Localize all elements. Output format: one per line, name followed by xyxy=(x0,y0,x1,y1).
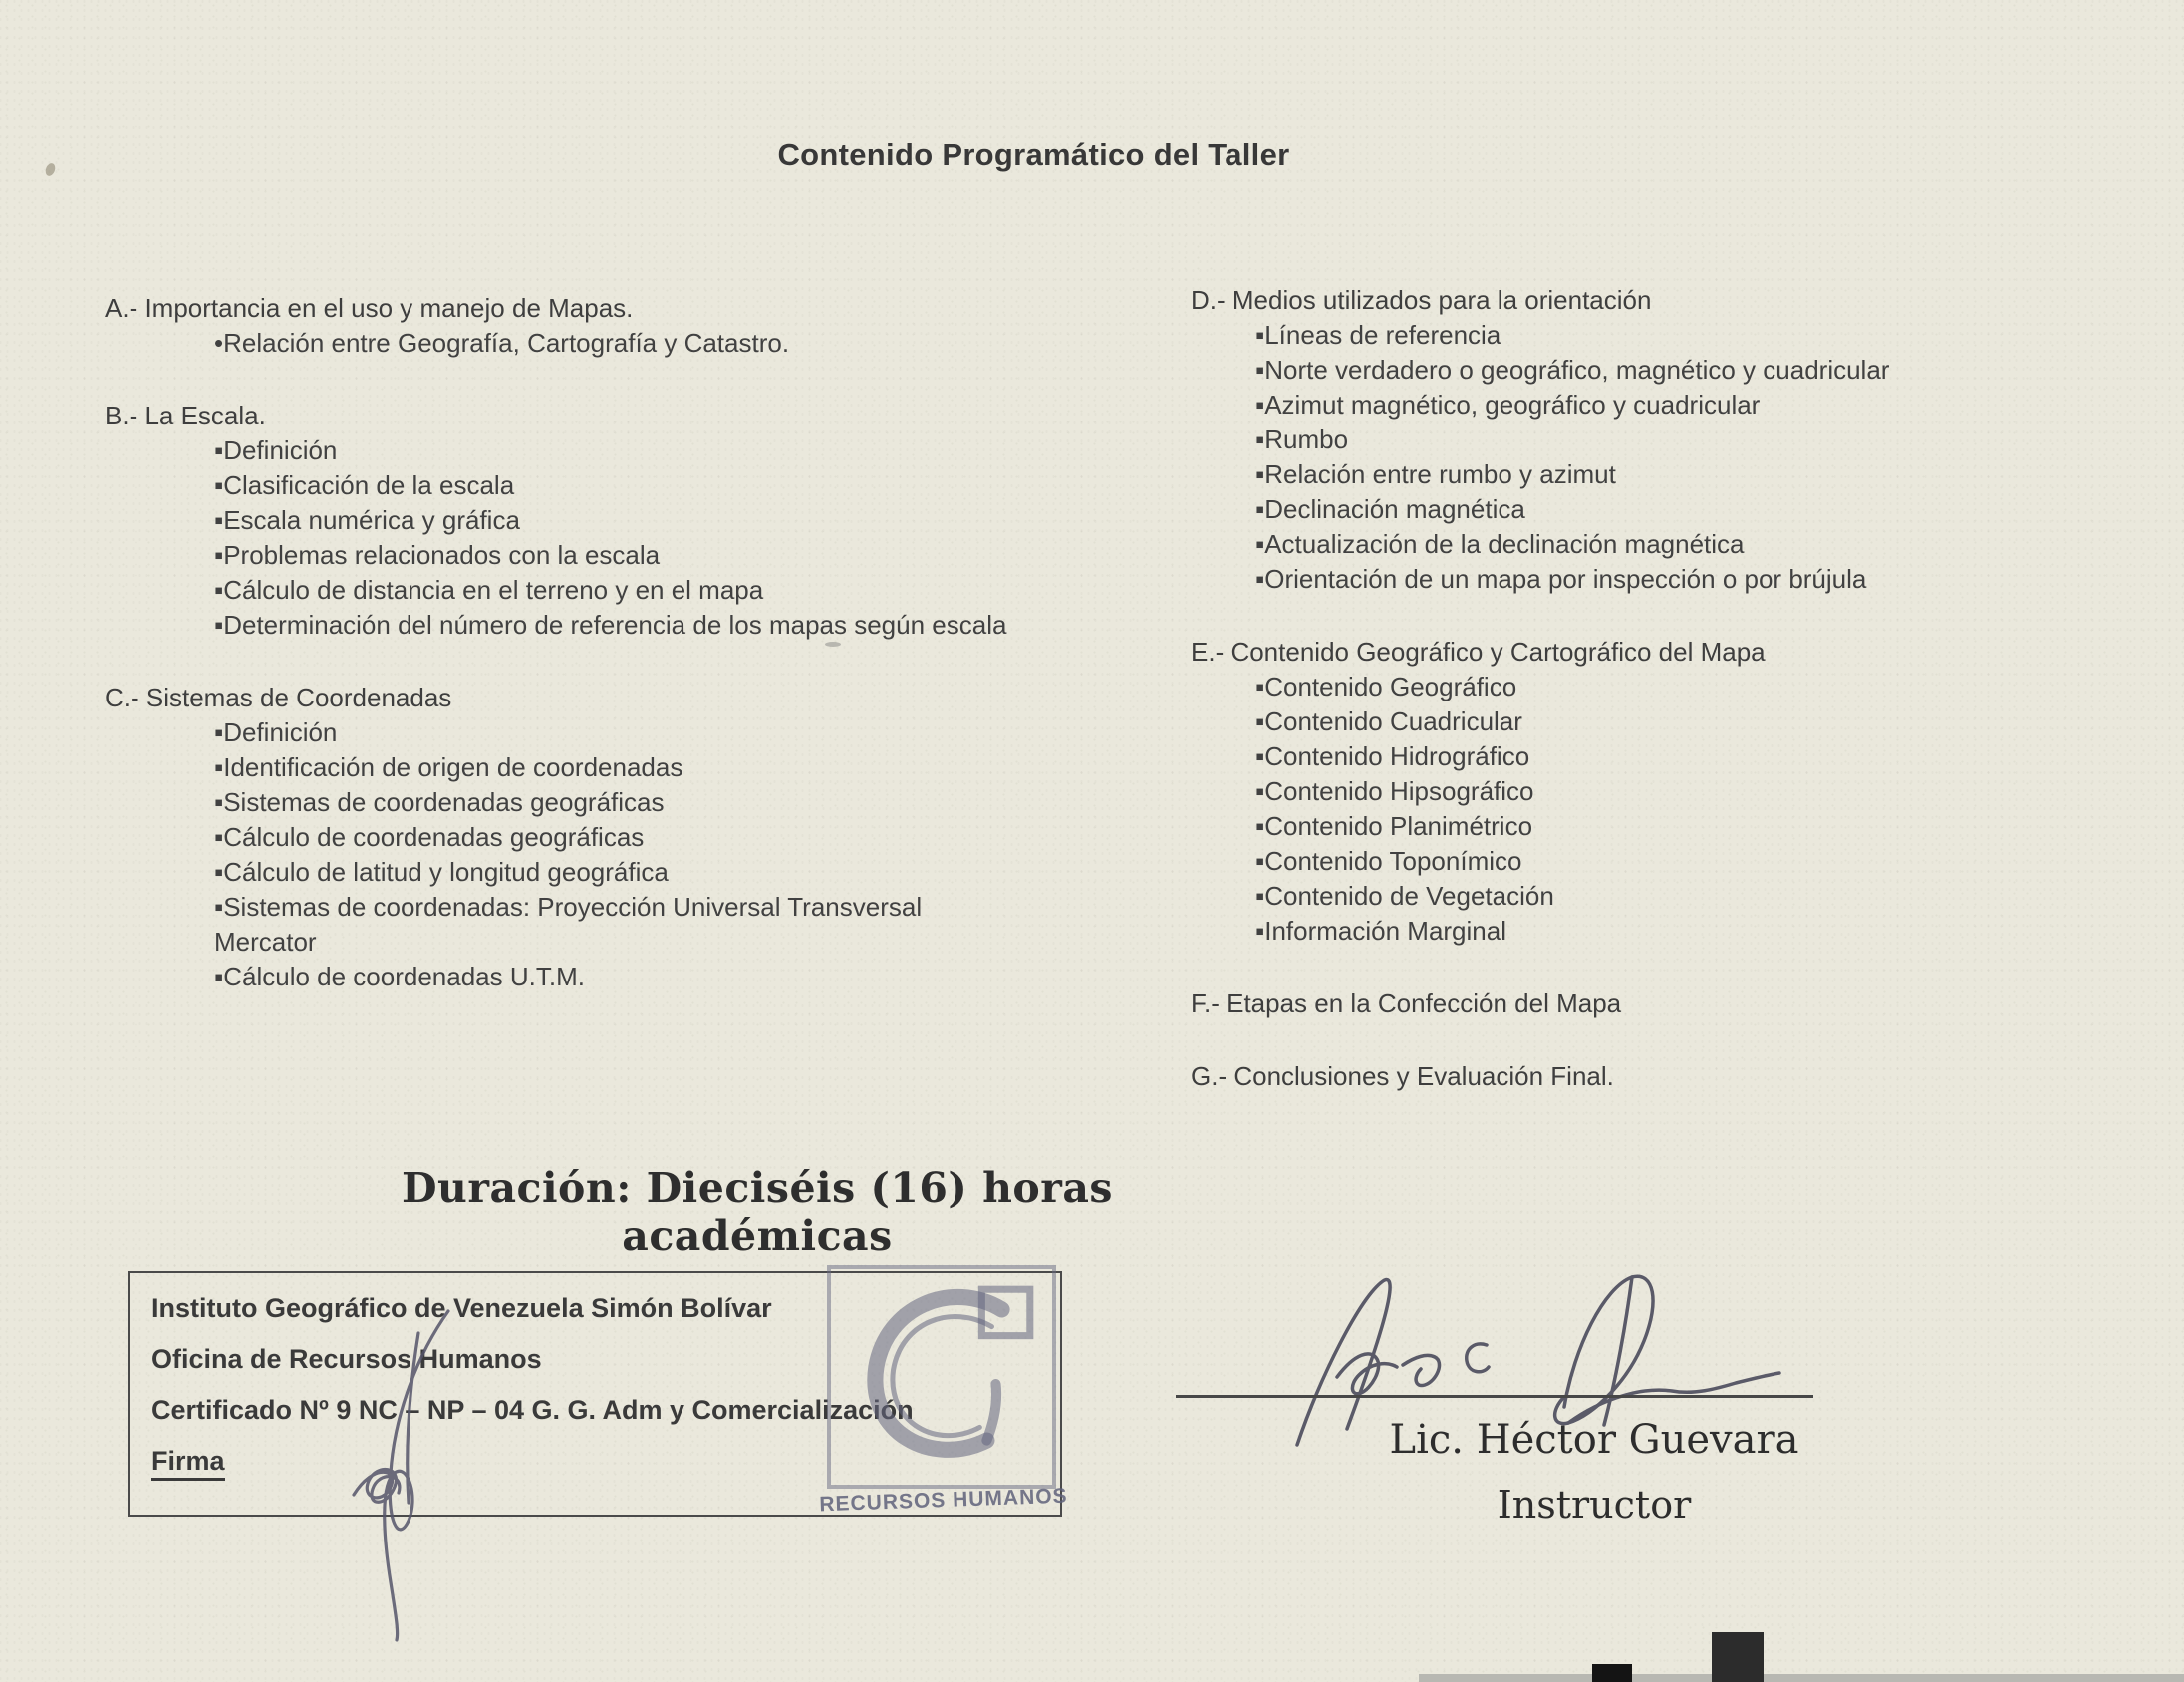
item-text: Contenido Toponímico xyxy=(1264,846,1522,876)
syllabus-item xyxy=(1191,562,2087,597)
scan-artifact xyxy=(1712,1632,1764,1682)
section-f xyxy=(1191,986,2087,1021)
item-text: Contenido Geográfico xyxy=(1264,672,1517,701)
section-items xyxy=(105,433,1011,643)
section-heading: E.- Contenido Geográfico y Cartográfico del Mapa xyxy=(1191,637,1766,667)
signature-scribble-box xyxy=(299,1301,498,1644)
item-text: Rumbo xyxy=(1264,424,1349,454)
bullet-square-icon: ▪ xyxy=(1255,741,1265,771)
bullet-square-icon: ▪ xyxy=(214,470,224,500)
bullet-square-icon: ▪ xyxy=(1255,459,1265,489)
bullet-dot-icon: • xyxy=(214,328,224,358)
section-d xyxy=(1191,283,2087,597)
bullet-square-icon: ▪ xyxy=(1255,776,1265,806)
section-g xyxy=(1191,1059,2087,1094)
item-text: Norte verdadero o geográfico, magnético y cuadricular xyxy=(1264,355,1890,385)
syllabus-item xyxy=(1191,422,2087,457)
section-c xyxy=(105,681,1011,994)
bullet-square-icon: ▪ xyxy=(214,540,224,570)
bullet-square-icon: ▪ xyxy=(1255,672,1265,701)
bullet-square-icon: ▪ xyxy=(214,505,224,535)
item-text: Escala numérica y gráfica xyxy=(223,505,520,535)
item-text: Relación entre rumbo y azimut xyxy=(1264,459,1616,489)
item-text: Contenido Hipsográfico xyxy=(1264,776,1534,806)
section-e xyxy=(1191,635,2087,949)
syllabus-item xyxy=(1191,670,2087,704)
certificate-number: Certificado Nº 9 NC – NP – 04 G. G. Adm y Comercialización xyxy=(151,1395,914,1425)
item-text: Cálculo de coordenadas geográficas xyxy=(223,822,645,852)
section-heading: F.- Etapas en la Confección del Mapa xyxy=(1191,988,1622,1018)
bullet-square-icon: ▪ xyxy=(214,857,224,887)
syllabus-item xyxy=(105,785,1011,820)
syllabus-item xyxy=(1191,457,2087,492)
bullet-square-icon: ▪ xyxy=(1255,355,1265,385)
bullet-square-icon: ▪ xyxy=(1255,390,1265,420)
scan-artifact xyxy=(825,642,841,647)
syllabus-item xyxy=(1191,704,2087,739)
bullet-square-icon: ▪ xyxy=(214,435,224,465)
bullet-square-icon: ▪ xyxy=(1255,881,1265,911)
page-title: Contenido Programático del Taller xyxy=(777,138,1290,172)
syllabus-item xyxy=(1191,739,2087,774)
signature-line xyxy=(1176,1395,1813,1398)
item-text: Problemas relacionados con la escala xyxy=(223,540,661,570)
syllabus-item xyxy=(105,855,1011,890)
syllabus-item xyxy=(105,820,1011,855)
item-text: Relación entre Geografía, Cartografía y Catastro. xyxy=(223,328,790,358)
section-items xyxy=(105,326,1011,361)
bullet-square-icon: ▪ xyxy=(1255,706,1265,736)
syllabus-item xyxy=(1191,527,2087,562)
hr-stamp xyxy=(827,1265,1056,1489)
item-text: Azimut magnético, geográfico y cuadricular xyxy=(1264,390,1761,420)
item-text: Definición xyxy=(223,435,338,465)
item-text: Cálculo de distancia en el terreno y en el mapa xyxy=(223,575,764,605)
bullet-square-icon: ▪ xyxy=(214,575,224,605)
syllabus-item xyxy=(1191,844,2087,879)
syllabus-item xyxy=(1191,879,2087,914)
item-text: Determinación del número de referencia de los mapas según escala xyxy=(223,610,1007,640)
syllabus-item xyxy=(105,538,1011,573)
institute-name: Instituto Geográfico de Venezuela Simón Bolívar xyxy=(151,1293,772,1323)
scan-artifact xyxy=(1592,1664,1632,1682)
syllabus-item xyxy=(105,573,1011,608)
syllabus-item xyxy=(1191,388,2087,422)
left-column xyxy=(105,291,1011,1032)
item-text: Actualización de la declinación magnética xyxy=(1264,529,1745,559)
syllabus-item xyxy=(105,468,1011,503)
item-text: Identificación de origen de coordenadas xyxy=(223,752,683,782)
syllabus-item xyxy=(105,890,1011,960)
syllabus-item xyxy=(105,608,1011,643)
firma-label: Firma xyxy=(151,1446,225,1481)
duration-line: Duración: Dieciséis (16) horas académicas xyxy=(401,1164,1114,1260)
syllabus-item xyxy=(1191,774,2087,809)
item-text: Contenido Cuadricular xyxy=(1264,706,1522,736)
item-text: Declinación magnética xyxy=(1264,494,1525,524)
scan-artifact xyxy=(1419,1674,2184,1682)
item-text: Sistemas de coordenadas geográficas xyxy=(223,787,665,817)
section-heading: B.- La Escala. xyxy=(105,401,266,430)
item-text: Cálculo de coordenadas U.T.M. xyxy=(223,962,585,991)
item-text: Contenido de Vegetación xyxy=(1264,881,1554,911)
instructor-name: Lic. Héctor Guevara xyxy=(1389,1417,1799,1463)
section-items xyxy=(1191,318,2087,597)
syllabus-item xyxy=(105,433,1011,468)
right-column xyxy=(1191,283,2087,1132)
syllabus-item xyxy=(1191,914,2087,949)
item-text: Contenido Hidrográfico xyxy=(1264,741,1530,771)
stamp-text: RECURSOS HUMANOS xyxy=(818,1484,1068,1517)
bullet-square-icon: ▪ xyxy=(214,717,224,747)
office-name: Oficina de Recursos Humanos xyxy=(151,1344,542,1374)
bullet-square-icon: ▪ xyxy=(214,962,224,991)
syllabus-item xyxy=(1191,809,2087,844)
bullet-square-icon: ▪ xyxy=(214,752,224,782)
section-a xyxy=(105,291,1011,361)
bullet-square-icon: ▪ xyxy=(1255,494,1265,524)
bullet-square-icon: ▪ xyxy=(214,610,224,640)
bullet-square-icon: ▪ xyxy=(214,822,224,852)
section-heading: G.- Conclusiones y Evaluación Final. xyxy=(1191,1061,1614,1091)
bullet-square-icon: ▪ xyxy=(1255,811,1265,841)
section-heading: D.- Medios utilizados para la orientación xyxy=(1191,285,1652,315)
bullet-square-icon: ▪ xyxy=(1255,846,1265,876)
syllabus-item xyxy=(105,326,1011,361)
item-text: Cálculo de latitud y longitud geográfica xyxy=(223,857,669,887)
item-text: Líneas de referencia xyxy=(1264,320,1502,350)
syllabus-item xyxy=(1191,318,2087,353)
bullet-square-icon: ▪ xyxy=(1255,424,1265,454)
bullet-square-icon: ▪ xyxy=(214,892,224,922)
item-text: Información Marginal xyxy=(1264,916,1506,946)
item-text: Sistemas de coordenadas: Proyección Universal Transversal Mercator xyxy=(214,892,923,957)
bullet-square-icon: ▪ xyxy=(1255,529,1265,559)
syllabus-item xyxy=(105,503,1011,538)
section-items xyxy=(1191,670,2087,949)
syllabus-item xyxy=(1191,353,2087,388)
syllabus-item xyxy=(1191,492,2087,527)
item-text: Definición xyxy=(223,717,338,747)
bullet-square-icon: ▪ xyxy=(1255,916,1265,946)
section-items xyxy=(105,715,1011,994)
section-heading: C.- Sistemas de Coordenadas xyxy=(105,683,452,712)
bullet-square-icon: ▪ xyxy=(1255,564,1265,594)
instructor-role: Instructor xyxy=(1497,1483,1692,1527)
section-heading: A.- Importancia en el uso y manejo de Mapas. xyxy=(105,293,634,323)
syllabus-item xyxy=(105,960,1011,994)
item-text: Contenido Planimétrico xyxy=(1264,811,1533,841)
item-text: Clasificación de la escala xyxy=(223,470,515,500)
section-b xyxy=(105,399,1011,643)
syllabus-item xyxy=(105,750,1011,785)
bullet-square-icon: ▪ xyxy=(1255,320,1265,350)
item-text: Orientación de un mapa por inspección o por brújula xyxy=(1264,564,1867,594)
g-logo-icon xyxy=(831,1269,1052,1485)
syllabus-item xyxy=(105,715,1011,750)
bullet-square-icon: ▪ xyxy=(214,787,224,817)
